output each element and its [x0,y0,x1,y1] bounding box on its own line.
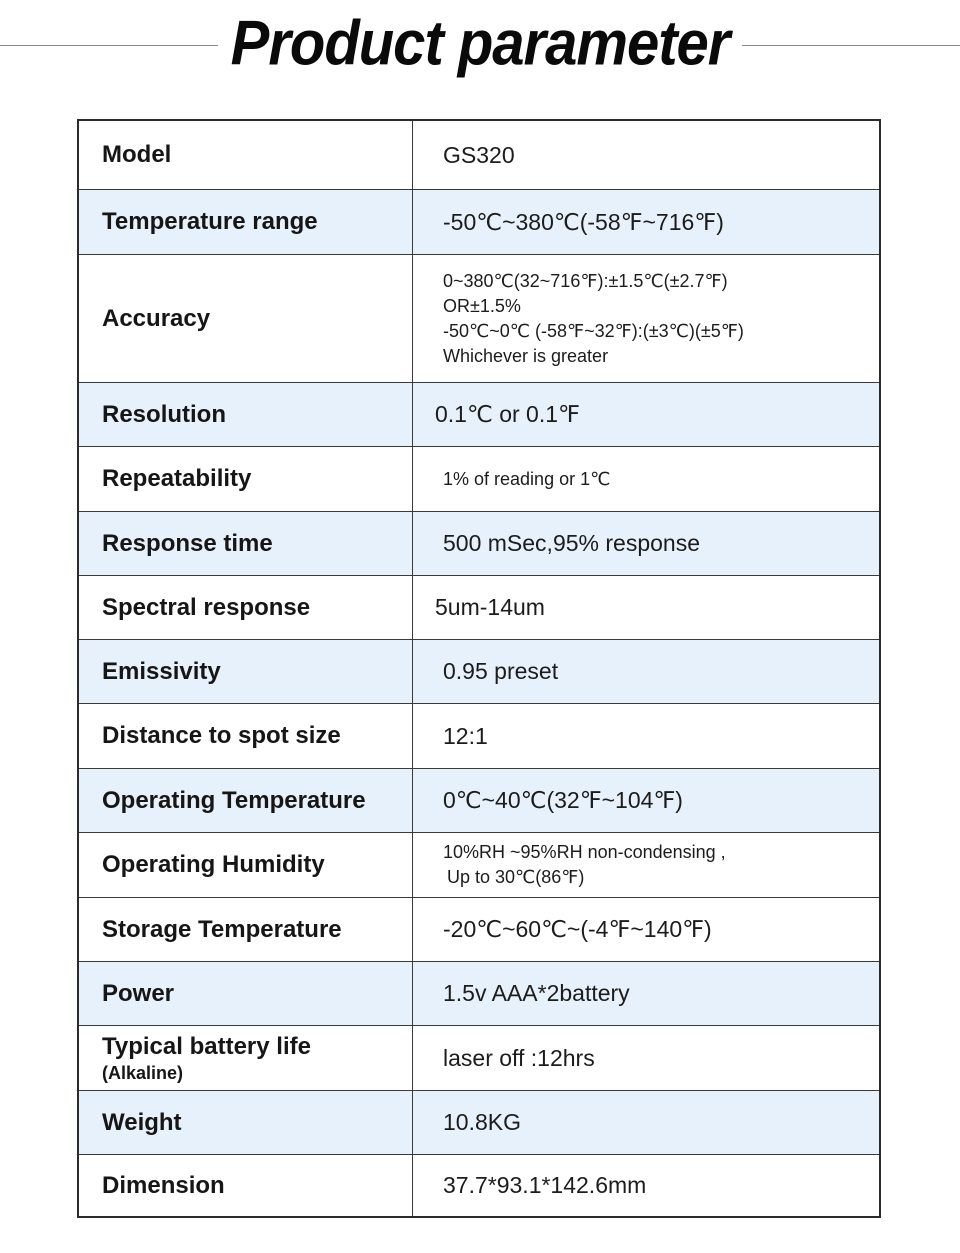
spec-value: 37.7*93.1*142.6mm [443,1172,647,1198]
spec-value-line: 10%RH ~95%RH non-condensing , [443,842,726,862]
spec-row-weight [79,1091,879,1155]
spec-value: 5um-14um [435,594,545,620]
spec-label: Distance to spot size [79,704,413,768]
spec-value [413,255,879,382]
spec-row-power [79,962,879,1026]
spec-value: 0℃~40℃(32℉~104℉) [443,787,683,813]
spec-label: Model [79,121,413,189]
spec-value [413,833,879,897]
spec-row-temperature-range [79,190,879,255]
spec-value-line: Whichever is greater [443,345,609,366]
spec-row-repeatability [79,447,879,512]
spec-value: GS320 [443,141,515,168]
spec-label: Operating Humidity [79,833,413,897]
title-banner [0,0,960,100]
spec-label-main: Typical battery life [102,1032,311,1060]
spec-value: 12:1 [443,722,488,749]
spec-value-line: -50℃~0℃ (-58℉~32℉):(±3℃)(±5℉) [443,320,744,341]
spec-row-operating-temperature [79,769,879,833]
spec-label: Response time [79,512,413,575]
spec-label: Power [79,962,413,1025]
spec-label: Accuracy [79,255,413,382]
spec-value: 1.5v AAA*2battery [443,980,630,1006]
spec-value: -50℃~380℃(-58℉~716℉) [443,208,724,235]
spec-row-accuracy [79,255,879,383]
spec-row-emissivity [79,640,879,704]
spec-label: Dimension [79,1155,413,1216]
spec-label: Spectral response [79,576,413,639]
page-title: Product parameter [230,8,730,79]
spec-table [77,119,881,1218]
spec-row-spectral-response [79,576,879,640]
spec-value: 10.8KG [443,1109,521,1135]
spec-label: Temperature range [79,190,413,254]
spec-label: Resolution [79,383,413,446]
spec-row-response-time [79,512,879,576]
spec-value-line: Up to 30℃(86℉) [447,867,585,887]
spec-value: 0.95 preset [443,658,559,684]
spec-label: Operating Temperature [79,769,413,832]
title-divider-right [742,45,960,46]
spec-label: Weight [79,1091,413,1154]
spec-row-typical-battery-life [79,1026,879,1091]
spec-value: 1% of reading or 1℃ [443,468,611,489]
spec-value: -20℃~60℃~(-4℉~140℉) [443,916,712,942]
spec-row-distance-to-spot-size [79,704,879,769]
spec-label-sub: (Alkaline) [102,1062,184,1083]
spec-row-storage-temperature [79,898,879,962]
spec-label: Emissivity [79,640,413,703]
spec-label [79,1026,413,1090]
title-divider-left [0,45,218,46]
spec-value-line: 0~380℃(32~716℉):±1.5℃(±2.7℉) [443,270,728,291]
spec-value: laser off :12hrs [443,1044,595,1071]
spec-row-model [79,121,879,190]
spec-value: 0.1℃ or 0.1℉ [435,401,580,427]
spec-row-dimension [79,1155,879,1216]
spec-value: 500 mSec,95% response [443,530,700,556]
spec-label: Storage Temperature [79,898,413,961]
spec-label: Repeatability [79,447,413,511]
spec-value-line: OR±1.5% [443,295,521,316]
spec-row-resolution [79,383,879,447]
spec-row-operating-humidity [79,833,879,898]
